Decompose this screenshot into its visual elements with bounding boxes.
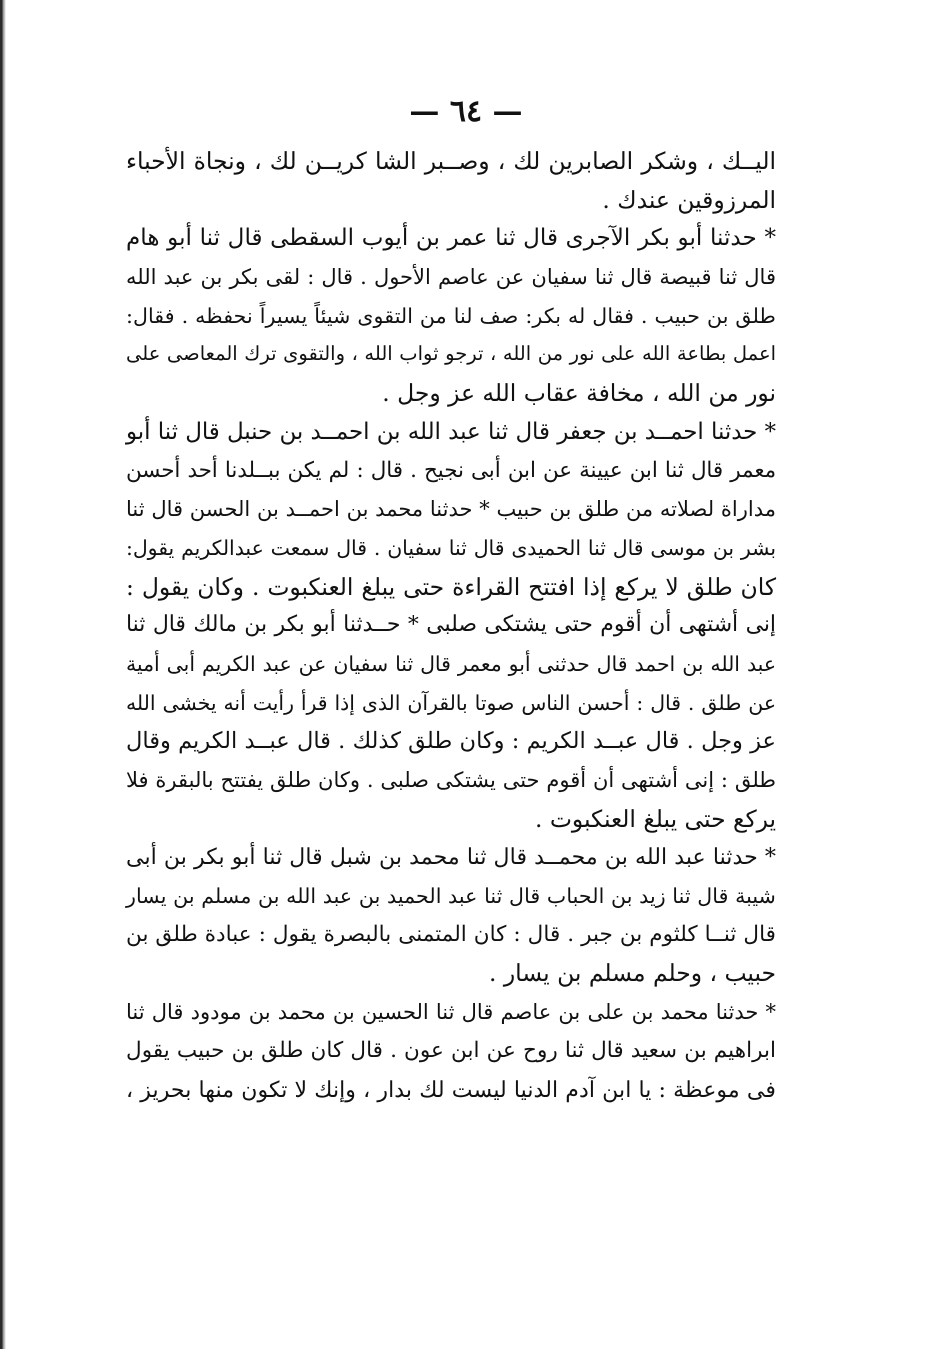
paragraph xyxy=(126,993,776,1109)
text-line: بشر بن موسى قال ثنا الحميدى قال ثنا سفيان . قال سمعت عبدالكريم يقول: xyxy=(126,535,776,560)
text-line: قال ثنــا كلثوم بن جبر . قال : كان المتمنى بالبصرة يقول : عبادة طلق بن xyxy=(126,921,776,947)
text-line: فى موعظة : يا ابن آدم الدنيا ليست لك بدار ، وإنك لا تكون منها بحريز ، xyxy=(126,1076,776,1103)
text-line: شيبة قال ثنا زيد بن الحباب قال ثنا عبد الحميد بن عبد الله بن مسلم بن يسار xyxy=(126,884,776,909)
text-line: اليــك ، وشكر الصابرين لك ، وصــبر الشا كريــن لك ، ونجاة الأحباء xyxy=(126,147,776,175)
text-line: مداراة لصلاته من طلق بن حبيب * حدثنا محمد بن احمــد بن الحسن قال ثنا xyxy=(126,497,776,522)
text-line: ابراهيم بن سعيد قال ثنا روح عن ابن عون . قال كان طلق بن حبيب يقول xyxy=(126,1037,776,1063)
text-line: اعمل بطاعة الله على نور من الله ، ترجو ثواب الله ، والتقوى ترك المعاصى على xyxy=(126,342,776,366)
text-line: * حدثنا محمد بن على بن عاصم قال ثنا الحسين بن محمد بن مودود قال ثنا xyxy=(126,1000,776,1025)
text-line: * حدثنا احمــد بن جعفر قال ثنا عبد الله بن احمــد بن حنبل قال ثنا أبو xyxy=(126,418,776,445)
text-line: * حدثنا أبو بكر الآجرى قال ثنا عمر بن أيوب السقطى قال ثنا أبو هام xyxy=(126,225,776,252)
paragraph xyxy=(126,413,776,839)
text-line: طلق : إنى أشتهى أن أقوم حتى يشتكى صلبى . وكان طلق يفتتح بالبقرة فلا xyxy=(126,768,776,792)
text-line: عز وجل . قال عبــد الكريم : وكان طلق كذلك . قال عبــد الكريم وقال xyxy=(126,728,776,755)
text-line: إنى أشتهى أن أقوم حتى يشتكى صلبى * حــدثنا أبو بكر بن مالك قال ثنا xyxy=(126,612,776,638)
text-line: عبد الله بن احمد قال حدثنى أبو معمر قال ثنا سفيان عن عبد الكريم أبى أمية xyxy=(126,651,776,676)
text-line: كان طلق لا يركع إذا افتتح القراءة حتى يبلغ العنكبوت . وكان يقول : xyxy=(126,572,776,601)
text-line: * حدثنا عبد الله بن محمــد قال ثنا محمد بن شبل قال ثنا أبو بكر بن أبى xyxy=(126,844,776,871)
text-line: نور من الله ، مخافة عقاب الله عز وجل . xyxy=(382,379,776,408)
text-line: حبيب ، وحلم مسلم بن يسار . xyxy=(488,959,776,988)
paragraph xyxy=(126,219,776,412)
text-line: معمر قال ثنا ابن عيينة عن ابن أبى نجيح . قال : لم يكن ببــلدنا أحد أحسن xyxy=(126,457,776,483)
body-text xyxy=(126,142,776,1109)
text-line: المرزوقين عندك . xyxy=(602,185,776,214)
paragraph xyxy=(126,142,776,219)
text-line: يركع حتى يبلغ العنكبوت . xyxy=(535,804,776,833)
text-line: قال ثنا قبيصة قال ثنا سفيان عن عاصم الأحول . قال : لقى بكر بن عبد الله xyxy=(126,265,776,290)
page-number: — ٦٤ — xyxy=(409,94,523,129)
scan-edge xyxy=(0,0,6,1349)
paragraph xyxy=(126,838,776,993)
text-line: عن طلق . قال : أحسن الناس صوتا بالقرآن الذى إذا قرأ رأيت أنه يخشى الله xyxy=(126,690,776,715)
text-line: طلق بن حبيب . فقال له بكر: صف لنا من التقوى شيئاً يسيراً نحفظه . فقال: xyxy=(126,303,776,328)
